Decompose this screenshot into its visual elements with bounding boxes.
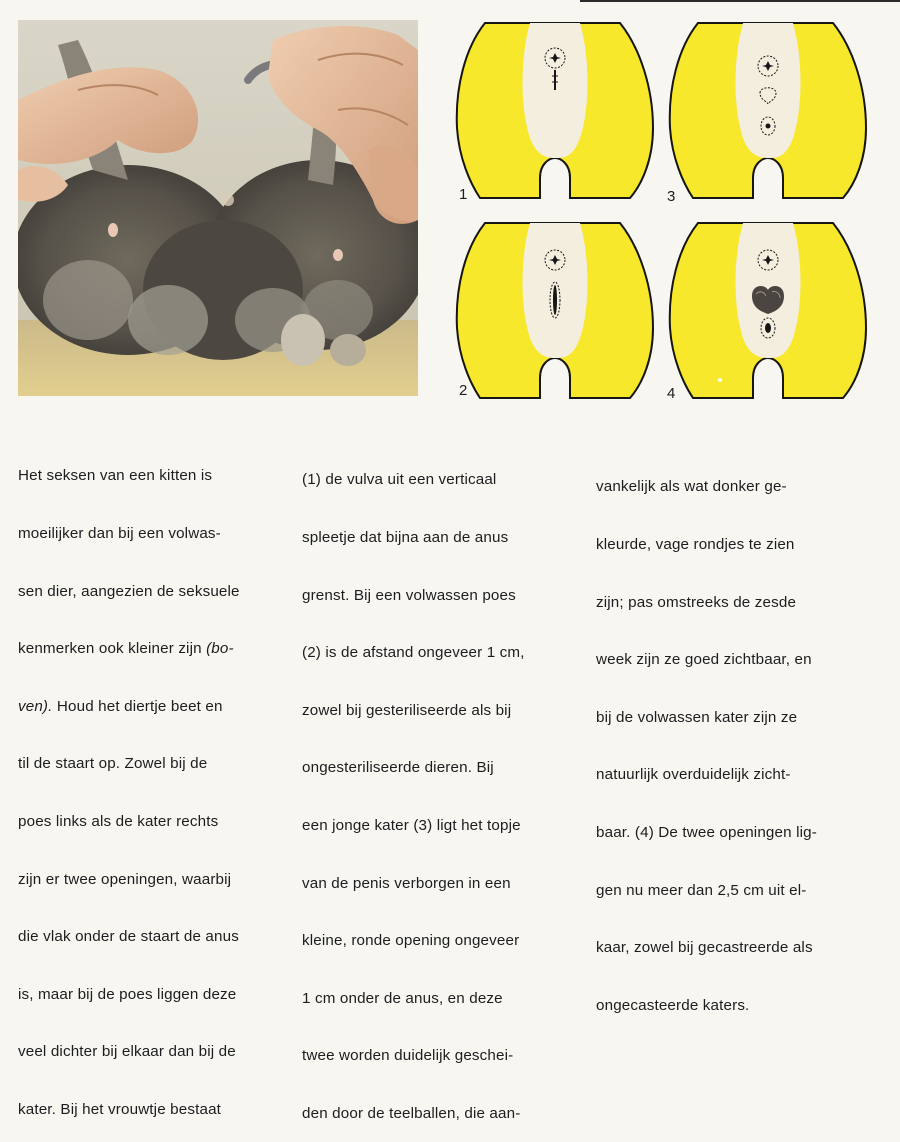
text-line: (2) is de afstand ongeveer 1 cm, bbox=[302, 644, 525, 662]
text-line: vankelijk als wat donker ge- bbox=[596, 478, 787, 496]
text-line: spleetje dat bijna aan de anus bbox=[302, 529, 509, 546]
figure-label-2: 2 bbox=[459, 382, 468, 399]
figure-label-4: 4 bbox=[667, 385, 676, 402]
text-line: die vlak onder de staart de anus bbox=[18, 928, 239, 946]
text-line: baar. (4) De twee openingen lig- bbox=[596, 823, 817, 841]
text-line: kaar, zowel bij gecastreerde als bbox=[596, 939, 813, 957]
text-line: ongecasteerde katers. bbox=[596, 996, 750, 1014]
text-line: zowel bij gesteriliseerde als bij bbox=[302, 701, 512, 719]
text-line: 1 cm onder de anus, en deze bbox=[302, 989, 503, 1007]
italic-ref: ven). bbox=[18, 697, 53, 715]
text-line: zijn er twee openingen, waarbij bbox=[18, 870, 232, 888]
text-line: ongesteriliseerde dieren. Bij bbox=[302, 759, 494, 777]
text-line: ven). Houd het diertje beet en bbox=[18, 697, 223, 715]
text-line: natuurlijk overduidelijk zicht- bbox=[596, 766, 791, 784]
diagram-3-young-tomcat bbox=[668, 18, 868, 208]
text-line: week zijn ze goed zichtbaar, en bbox=[596, 651, 812, 669]
text-line: kater. Bij het vrouwtje bestaat bbox=[18, 1100, 222, 1118]
text-line: grenst. Bij een volwassen poes bbox=[302, 586, 516, 604]
text-line: van de penis verborgen in een bbox=[302, 874, 511, 892]
text-line: kleine, ronde opening ongeveer bbox=[302, 932, 520, 950]
text-line: is, maar bij de poes liggen deze bbox=[18, 985, 237, 1003]
text-column-2 bbox=[302, 432, 525, 1142]
text-line: (1) de vulva uit een verticaal bbox=[302, 471, 497, 489]
text-line: moeilijker dan bij een volwas- bbox=[18, 525, 221, 542]
top-rule bbox=[580, 0, 900, 2]
diagram-1-female-kitten bbox=[455, 18, 655, 208]
text-line: kleurde, vage rondjes te zien bbox=[596, 536, 795, 553]
figure-label-1: 1 bbox=[459, 186, 468, 203]
text-line: gen nu meer dan 2,5 cm uit el- bbox=[596, 881, 807, 899]
diagram-2-adult-female bbox=[455, 218, 655, 408]
diagram-4-adult-tomcat bbox=[668, 218, 868, 408]
text-line: poes links als de kater rechts bbox=[18, 812, 219, 830]
text-line: een jonge kater (3) ligt het topje bbox=[302, 816, 521, 834]
italic-ref: (bo- bbox=[206, 640, 234, 658]
text-line: bij de volwassen kater zijn ze bbox=[596, 708, 798, 726]
text-line: kenmerken ook kleiner zijn (bo- bbox=[18, 640, 234, 658]
figure-label-3: 3 bbox=[667, 188, 676, 205]
text-line: twee worden duidelijk geschei- bbox=[302, 1047, 514, 1065]
text-column-1 bbox=[18, 428, 240, 1138]
text-line: den door de teelballen, die aan- bbox=[302, 1104, 521, 1122]
text-line: zijn; pas omstreeks de zesde bbox=[596, 593, 797, 611]
text-column-3 bbox=[596, 439, 817, 1034]
text-line: veel dichter bij elkaar dan bij de bbox=[18, 1043, 236, 1061]
text-line: Het seksen van een kitten is bbox=[18, 467, 213, 485]
kitten-photo bbox=[18, 20, 418, 396]
text-line: til de staart op. Zowel bij de bbox=[18, 755, 208, 773]
text-line: sen dier, aangezien de seksuele bbox=[18, 582, 240, 600]
